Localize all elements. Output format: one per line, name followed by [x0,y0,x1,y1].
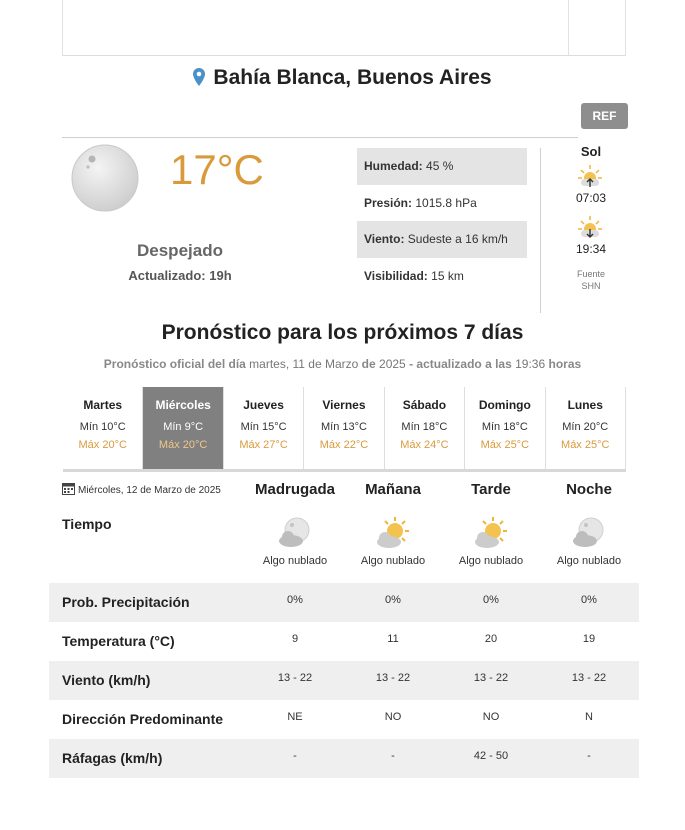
day-tab-viernes[interactable] [304,387,384,469]
row-value: 9 [291,633,299,645]
wind-value: Sudeste a 16 km/h [407,232,508,246]
subtitle-part: - actualizado a las [409,357,512,371]
row-value: 19 [582,633,596,645]
day-max: Máx 25°C [480,439,530,451]
day-min: Mín 18°C [481,421,528,433]
forecast-title: Pronóstico para los próximos 7 días [161,321,524,344]
day-min: Mín 18°C [401,421,448,433]
sunrise-icon [577,164,603,188]
row-value: NO [384,711,402,723]
row-value: 42 - 50 [473,750,509,762]
day-name: Domingo [478,398,531,412]
row-value: 0% [287,594,303,606]
col-manana: Mañana [365,481,421,498]
subtitle-time: 19:36 [515,357,546,371]
top-frame-line [625,0,626,56]
day-min: Mín 15°C [240,421,287,433]
row-label: Prob. Precipitación [62,594,190,610]
visibility-label: Visibilidad: [364,268,428,283]
day-min: Mín 9°C [163,421,204,433]
row-value: 13 - 22 [571,672,607,684]
partly-cloudy-day-icon [473,516,509,550]
subtitle-part: de [361,357,376,371]
detail-date-text: Miércoles, 12 de Marzo de 2025 [78,485,221,496]
updated-value: 19h [209,268,232,283]
sunset-icon [577,215,603,239]
forecast-subtitle [0,357,685,371]
pressure-label: Presión: [364,195,413,210]
day-min: Mín 13°C [320,421,367,433]
day-min: Mín 20°C [562,421,609,433]
partly-cloudy-day-icon [375,516,411,550]
tiempo-tarde: Algo nublado [458,555,524,567]
day-tab-sabado[interactable] [385,387,465,469]
top-frame-line [62,0,63,56]
row-value: NE [287,711,303,723]
row-label: Ráfagas (km/h) [62,750,163,766]
source-value: SHN [581,281,601,291]
vertical-separator [540,148,541,313]
calendar-icon [62,482,75,495]
day-tab-martes[interactable] [63,387,143,469]
current-temperature: 17°C [170,146,264,193]
sunrise-time: 07:03 [575,191,607,205]
location-header [0,66,685,90]
day-name: Lunes [567,398,603,412]
visibility-row [357,258,527,295]
current-details [357,148,527,294]
subtitle-part: Pronóstico oficial del día [103,357,246,371]
updated-label: Actualizado: [128,268,206,283]
day-tab-miercoles[interactable] [143,387,223,469]
day-max: Máx 25°C [561,439,610,451]
pressure-row [357,185,527,222]
day-max: Máx 24°C [400,439,449,451]
header-divider [62,137,578,138]
row-value: 13 - 22 [473,672,509,684]
day-name: Sábado [402,398,447,412]
day-name: Miércoles [155,398,211,412]
day-tab-domingo[interactable] [465,387,545,469]
row-value: N [585,711,593,723]
row-value: - [293,750,297,762]
wind-label: Viento: [364,232,405,246]
humidity-label: Humedad: [364,159,423,173]
row-label: Temperatura (°C) [62,633,175,649]
day-max: Máx 22°C [319,439,369,451]
humidity-value: 45 % [426,159,454,173]
table-row-wind [49,661,639,700]
table-row-temperature [49,622,639,661]
current-condition: Despejado [137,241,223,260]
tiempo-label: Tiempo [62,516,112,532]
day-tab-jueves[interactable] [224,387,304,469]
day-name: Jueves [243,398,284,412]
clear-night-moon-icon [70,143,140,213]
day-max: Máx 20°C [78,439,127,451]
table-row-precipitation [49,583,639,622]
row-label: Viento (km/h) [62,672,151,688]
partly-cloudy-night-icon [571,516,607,550]
row-value: - [391,750,395,762]
table-row-direction [49,700,639,739]
row-value: 0% [483,594,499,606]
day-max: Máx 27°C [239,439,288,451]
row-value: - [587,750,591,762]
day-tabs [63,387,626,469]
tiempo-manana: Algo nublado [360,555,426,567]
row-value: 0% [581,594,597,606]
day-name: Martes [83,398,123,412]
row-value: 20 [484,633,498,645]
subtitle-year: 2025 [379,357,406,371]
table-row-gusts [49,739,639,778]
day-tabs-underline [63,469,626,472]
ref-button[interactable]: REF [581,103,628,129]
row-value: 13 - 22 [277,672,313,684]
day-name: Viernes [322,398,366,412]
top-divider [62,55,626,56]
subtitle-date: martes, 11 de Marzo [249,357,359,371]
wind-row [357,221,527,258]
humidity-row [357,148,527,185]
sunset-time: 19:34 [575,242,607,256]
updated-time [100,268,260,283]
row-value: 0% [385,594,401,606]
detail-date [62,482,221,496]
row-value: 11 [387,633,399,645]
partly-cloudy-night-icon [277,516,313,550]
row-value: NO [482,711,500,723]
tiempo-noche: Algo nublado [556,555,622,567]
col-madrugada: Madrugada [254,481,335,498]
tiempo-madrugada: Algo nublado [262,555,328,567]
pressure-value: 1015.8 hPa [415,195,477,210]
top-frame-line [568,0,569,56]
row-value: 13 - 22 [375,672,411,684]
location-pin-icon [193,68,205,86]
sun-title: Sol [580,144,602,159]
day-min: Mín 10°C [79,421,126,433]
row-label: Dirección Predominante [62,711,224,727]
day-tab-lunes[interactable] [546,387,626,469]
day-max: Máx 20°C [158,439,208,451]
source-note [560,268,622,292]
subtitle-part: horas [548,357,582,371]
location-name: Bahía Blanca, Buenos Aires [213,66,492,89]
col-tarde: Tarde [471,481,511,498]
visibility-value: 15 km [431,268,464,283]
col-noche: Noche [566,481,612,498]
source-label: Fuente [576,269,606,279]
